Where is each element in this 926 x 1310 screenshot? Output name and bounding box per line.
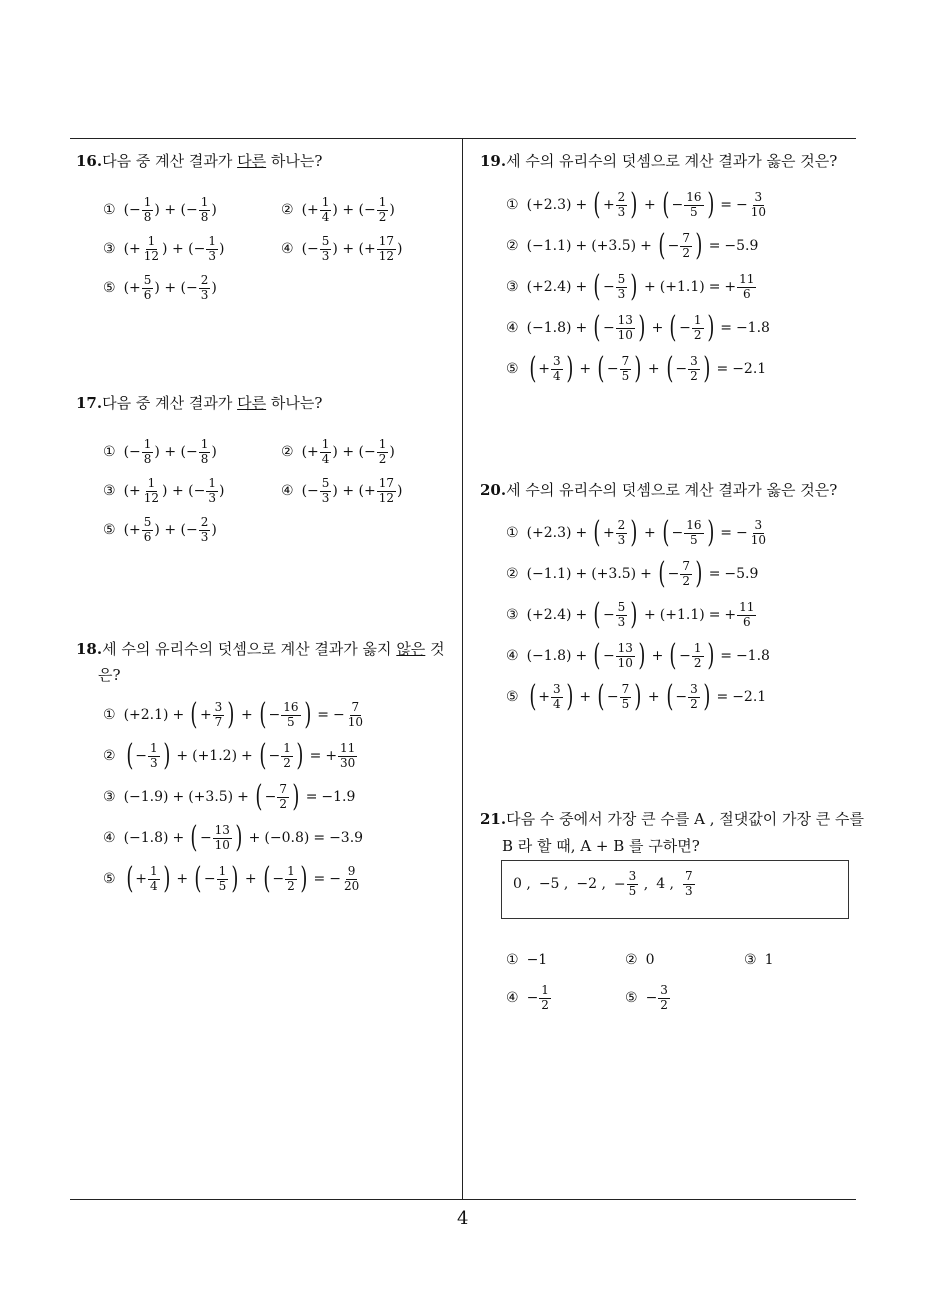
question-16: 16.다음 중 계산 결과가 다른 하나는?	[76, 152, 323, 170]
bottom-rule	[70, 1199, 856, 1200]
q19-option-3[interactable]: ③ (+2.4) + ( − $\frac{5}{3}$ ) + (+1.1) = + $\frac{11}{6}$	[506, 269, 755, 304]
question-19: 19.세 수의 유리수의 덧셈으로 계산 결과가 옳은 것은?	[480, 152, 838, 170]
q19-option-2[interactable]: ② (−1.1) + (+3.5) + ( − $\frac{7}{2}$ ) = −5.9	[506, 228, 759, 263]
q16-option-4[interactable]: ④ (− $\frac{5}{3}$ ) + (+ $\frac{17}{12}$ )	[281, 234, 403, 263]
q16-option-3[interactable]: ③ (+ $\frac{1}{12}$ ) + (− $\frac{1}{3}$ )	[103, 234, 225, 263]
q17-option-4[interactable]: ④ (− $\frac{5}{3}$ ) + (+ $\frac{17}{12}$ )	[281, 476, 403, 505]
q18-option-1[interactable]: ① (+2.1) + ( + $\frac{3}{7}$ ) + ( − $\frac{16}{5}$ ) = − $\frac{7}{10}$	[103, 697, 363, 732]
top-rule	[70, 138, 856, 139]
q16-option-5[interactable]: ⑤ (+ $\frac{5}{6}$ ) + (− $\frac{2}{3}$ )	[103, 273, 217, 302]
q21-option-3[interactable]: ③ 1	[744, 952, 774, 968]
q21-option-5[interactable]: ⑤ − $\frac{3}{2}$	[625, 983, 668, 1012]
q21-option-4[interactable]: ④ − $\frac{1}{2}$	[506, 983, 549, 1012]
q17-option-3[interactable]: ③ (+ $\frac{1}{12}$ ) + (− $\frac{1}{3}$ )	[103, 476, 225, 505]
q17-option-2[interactable]: ② (+ $\frac{1}{4}$ ) + (− $\frac{1}{2}$ )	[281, 437, 395, 466]
q16-option-2[interactable]: ② (+ $\frac{1}{4}$ ) + (− $\frac{1}{2}$ )	[281, 195, 395, 224]
question-20: 20.세 수의 유리수의 덧셈으로 계산 결과가 옳은 것은?	[480, 481, 838, 499]
q20-option-3[interactable]: ③ (+2.4) + ( − $\frac{5}{3}$ ) + (+1.1) = + $\frac{11}{6}$	[506, 597, 755, 632]
column-divider	[462, 138, 463, 1200]
q20-option-5[interactable]: ⑤ ( + $\frac{3}{4}$ ) + ( − $\frac{7}{5}$ ) + ( − $\frac{3}{2}$ ) = −2.1	[506, 679, 767, 714]
q20-option-4[interactable]: ④ (−1.8) + ( − $\frac{13}{10}$ ) + ( − $\frac{1}{2}$ ) = −1.8	[506, 638, 770, 673]
q18-option-3[interactable]: ③ (−1.9) + (+3.5) + ( − $\frac{7}{2}$ ) = −1.9	[103, 779, 356, 814]
question-17: 17.다음 중 계산 결과가 다른 하나는?	[76, 394, 323, 412]
question-18: 18.세 수의 유리수의 덧셈으로 계산 결과가 옳지 않은 것 은?	[76, 640, 445, 684]
q19-option-4[interactable]: ④ (−1.8) + ( − $\frac{13}{10}$ ) + ( − $\frac{1}{2}$ ) = −1.8	[506, 310, 770, 345]
q20-option-2[interactable]: ② (−1.1) + (+3.5) + ( − $\frac{7}{2}$ ) = −5.9	[506, 556, 759, 591]
q18-option-4[interactable]: ④ (−1.8) + ( − $\frac{13}{10}$ ) + (−0.8) = −3.9	[103, 820, 364, 855]
q18-option-5[interactable]: ⑤ ( + $\frac{1}{4}$ ) + ( − $\frac{1}{5}$ ) + ( − $\frac{1}{2}$ ) = − $\frac{9}{20}$	[103, 861, 360, 896]
question-21: 21.다음 수 중에서 가장 큰 수를 A , 절댓값이 가장 큰 수를 B 라 할 때, A + B 를 구하면?	[480, 810, 864, 855]
q19-option-1[interactable]: ① (+2.3) + ( + $\frac{2}{3}$ ) + ( − $\frac{16}{5}$ ) = − $\frac{3}{10}$	[506, 187, 766, 222]
q20-option-1[interactable]: ① (+2.3) + ( + $\frac{2}{3}$ ) + ( − $\frac{16}{5}$ ) = − $\frac{3}{10}$	[506, 515, 766, 550]
q18-option-2[interactable]: ② ( − $\frac{1}{3}$ ) + (+1.2) + ( − $\frac{1}{2}$ ) = + $\frac{11}{30}$	[103, 738, 356, 773]
q16-option-1[interactable]: ① (− $\frac{1}{8}$ ) + (− $\frac{1}{8}$ )	[103, 195, 217, 224]
page-number: 4	[457, 1208, 469, 1229]
q19-option-5[interactable]: ⑤ ( + $\frac{3}{4}$ ) + ( − $\frac{7}{5}$ ) + ( − $\frac{3}{2}$ ) = −2.1	[506, 351, 767, 386]
q21-box-content: 0 , −5 , −2 , − $\frac{3}{5}$ , 4 , $\frac{7}{3}$	[513, 869, 693, 898]
q17-option-1[interactable]: ① (− $\frac{1}{8}$ ) + (− $\frac{1}{8}$ )	[103, 437, 217, 466]
q21-option-1[interactable]: ① −1	[506, 952, 548, 968]
q17-option-5[interactable]: ⑤ (+ $\frac{5}{6}$ ) + (− $\frac{2}{3}$ )	[103, 515, 217, 544]
q21-option-2[interactable]: ② 0	[625, 952, 655, 968]
